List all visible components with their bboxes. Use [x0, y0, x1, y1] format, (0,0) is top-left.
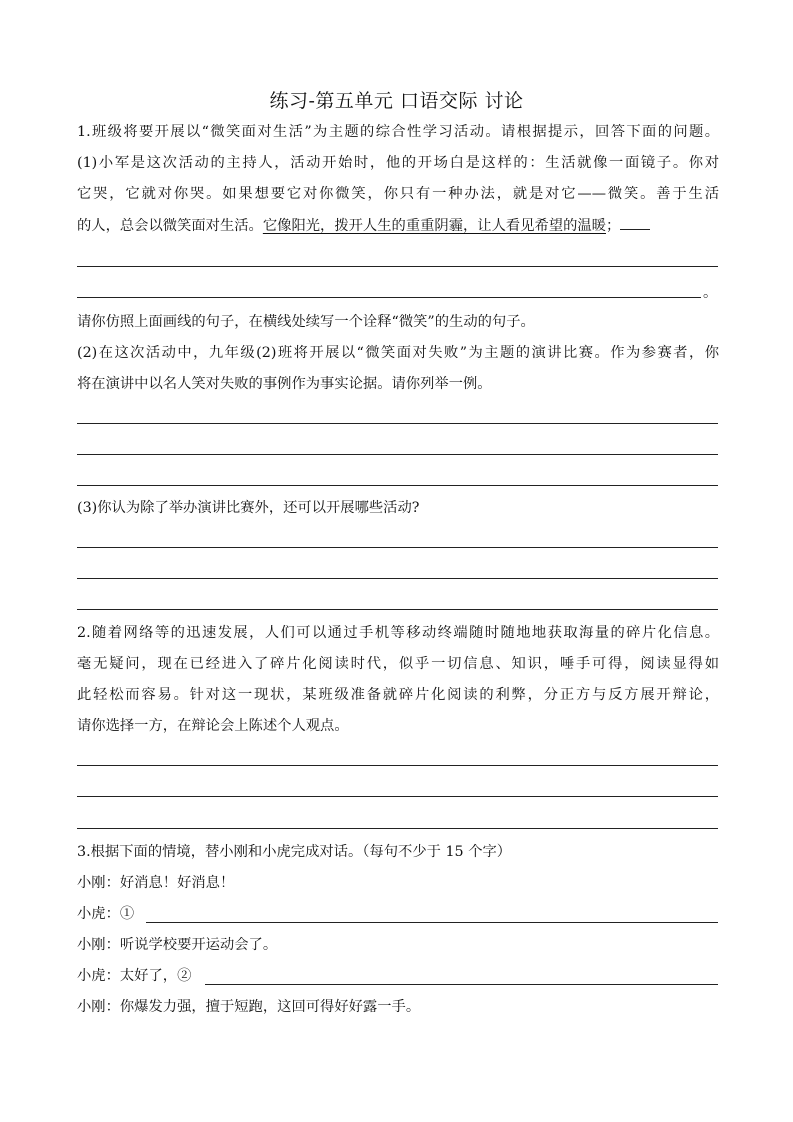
q1-answer-blank-start[interactable] [620, 215, 650, 230]
q1-part2-answer-line[interactable] [77, 454, 718, 455]
q1-intro: 1.班级将要开展以“微笑面对生活”为主题的综合性学习活动。请根据提示，回答下面的问题。 [77, 124, 719, 140]
q1-part3-answer-line[interactable] [77, 578, 718, 579]
page-title: 练习-第五单元 口语交际 讨论 [269, 90, 524, 112]
dialogue-answer-1-line[interactable] [146, 922, 718, 923]
q1-semicolon: ； [605, 218, 621, 234]
q3-intro: 3.根据下面的情境，替小刚和小虎完成对话。（每句不少于 15 个字） [77, 844, 512, 860]
dialogue-line-2: 小虎：① [77, 906, 135, 922]
q1-answer-line[interactable] [77, 297, 701, 298]
q1-part1-line3 [77, 215, 719, 236]
dialogue-line-4: 小虎：太好了，② [77, 968, 192, 984]
q1-part3-answer-line[interactable] [77, 609, 718, 610]
q1-part3-answer-line[interactable] [77, 547, 718, 548]
q1-part1-line1: (1)小军是这次活动的主持人，活动开始时，他的开场白是这样的：生活就像一面镜子。你对 [77, 155, 719, 171]
q1-part2-line2: 将在演讲中以名人笑对失败的事例作为事实论据。请你列举一例。 [77, 376, 492, 392]
q1-part1-instruction: 请你仿照上面画线的句子，在横线处续写一个诠释“微笑”的生动的句子。 [77, 314, 535, 330]
q2-answer-line[interactable] [77, 828, 718, 829]
q1-part1-line2: 它哭，它就对你哭。如果想要它对你微笑，你只有一种办法，就是对它——微笑。善于生活 [77, 186, 719, 202]
dialogue-line-5: 小刚：你爆发力强，擅于短跑，这回可得好好露一手。 [77, 999, 421, 1015]
q2-line4: 请你选择一方，在辩论会上陈述个人观点。 [77, 718, 349, 734]
q2-answer-line[interactable] [77, 796, 718, 797]
q1-part2-answer-line[interactable] [77, 423, 718, 424]
q2-answer-line[interactable] [77, 765, 718, 766]
dialogue-answer-2-line[interactable] [205, 984, 718, 985]
q1-end-mark: 。 [703, 285, 718, 301]
q2-line2: 毫无疑问，现在已经进入了碎片化阅读时代，似乎一切信息、知识，唾手可得，阅读显得如 [77, 656, 719, 672]
q1-part3: (3)你认为除了举办演讲比赛外，还可以开展哪些活动? [77, 500, 420, 516]
dialogue-line-1: 小刚：好消息！好消息！ [77, 875, 235, 891]
q1-part1-line3-text: 的人，总会以微笑面对生活。 [77, 218, 263, 234]
dialogue-line-3: 小刚：听说学校要开运动会了。 [77, 937, 278, 953]
q2-line1: 2.随着网络等的迅速发展，人们可以通过手机等移动终端随时随地地获取海量的碎片化信息。 [77, 625, 719, 641]
q1-underlined-sentence: 它像阳光，拨开人生的重重阴霾，让人看见希望的温暖 [262, 218, 606, 234]
q2-line3: 此轻松而容易。针对这一现状，某班级准备就碎片化阅读的利弊，分正方与反方展开辩论， [77, 687, 719, 703]
q1-part2-line1: (2)在这次活动中，九年级(2)班将开展以“微笑面对失败”为主题的演讲比赛。作为参赛者，你 [77, 345, 719, 361]
q1-answer-line[interactable] [77, 266, 718, 267]
q1-part2-answer-line[interactable] [77, 485, 718, 486]
